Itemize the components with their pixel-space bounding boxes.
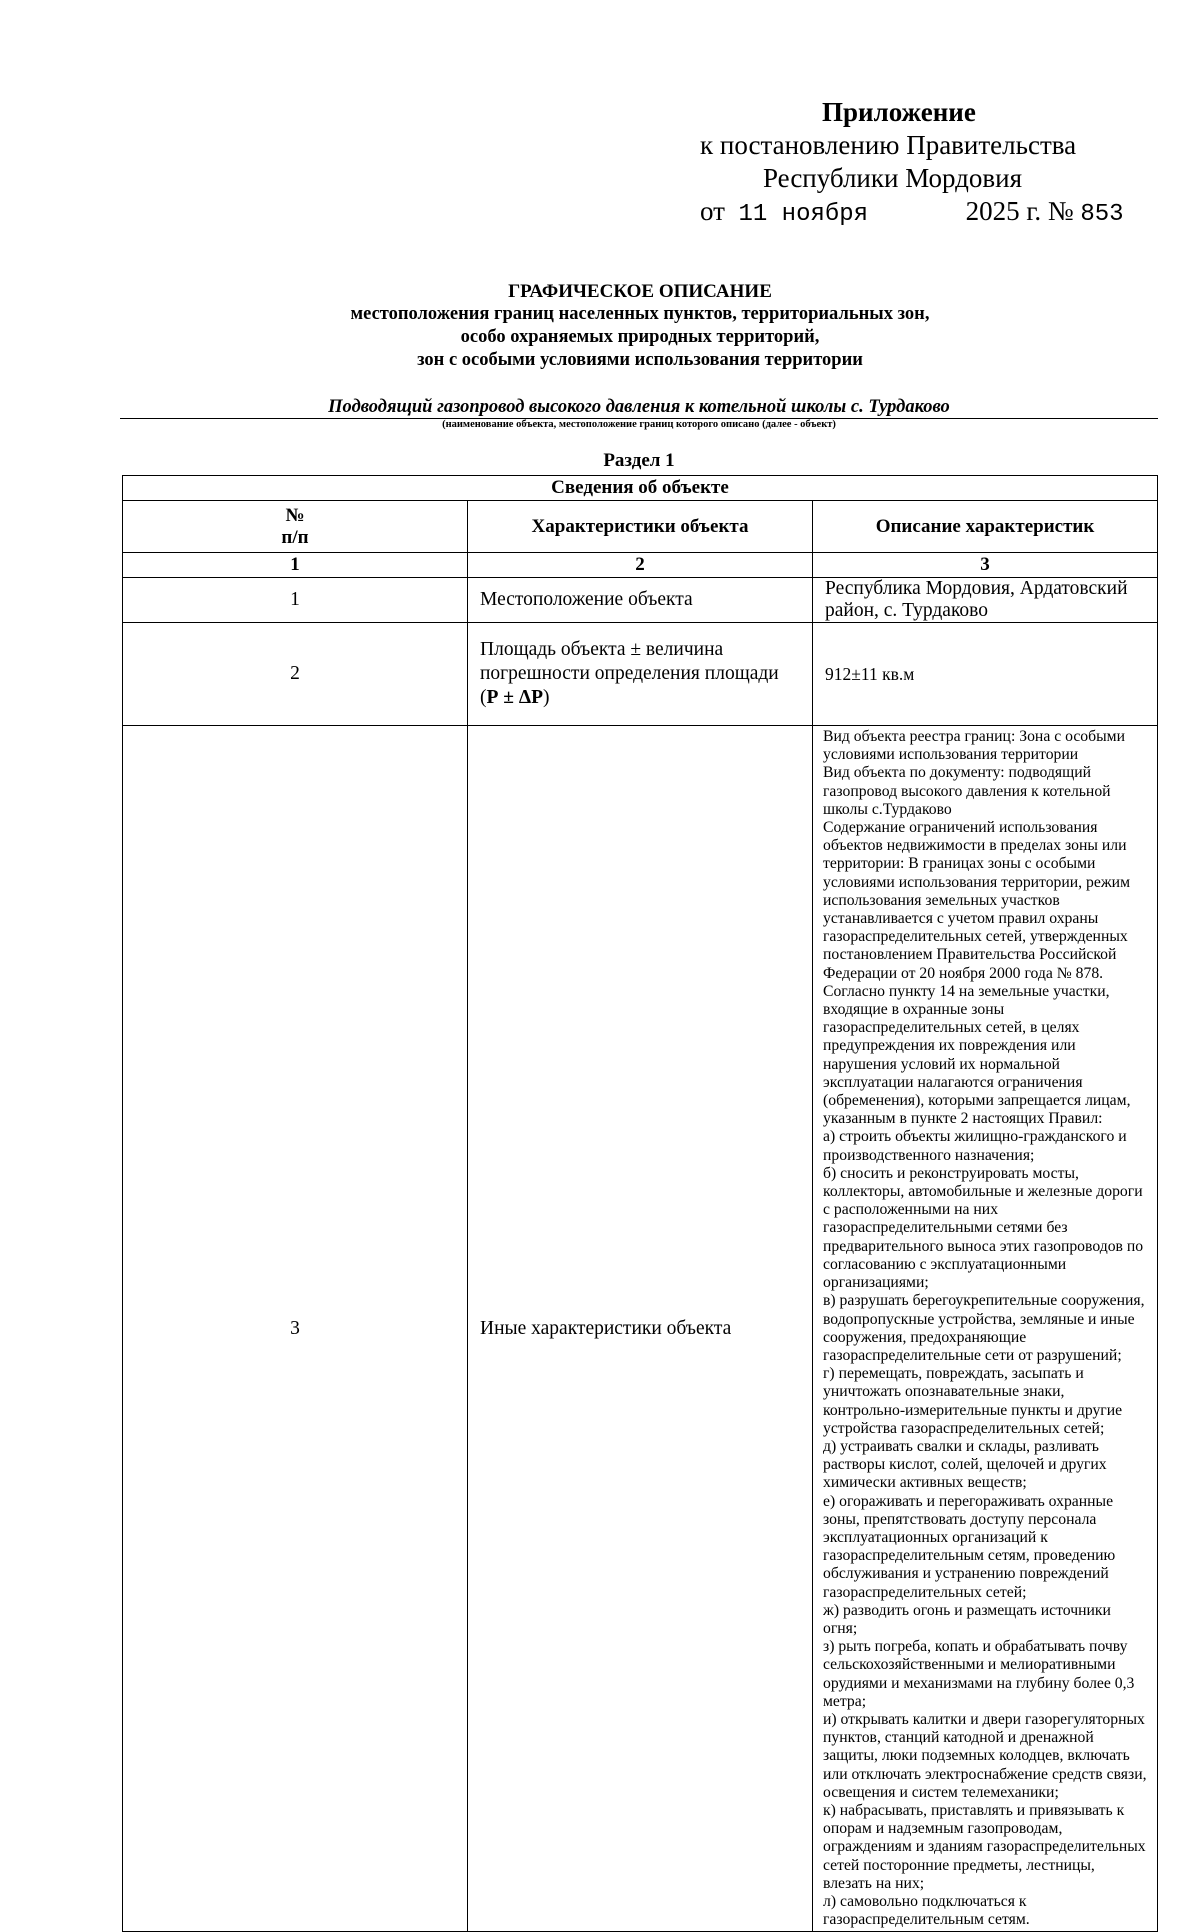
heading-line-1: местоположения границ населенных пунктов, территориальных зон,: [350, 304, 930, 324]
appendix-line-republic: Республики Мордовия: [763, 163, 1023, 193]
restriction-line: л) самовольно подключаться к газораспределительным сетям.: [823, 1893, 1030, 1929]
document-heading: [120, 280, 1160, 372]
row-description: Республика Мордовия, Ардатовский район, с. Турдаково: [813, 578, 1158, 623]
area-label-text: Площадь объекта ± величина погрешности определения площади (: [480, 639, 779, 708]
restriction-line: з) рыть погреба, копать и обрабатывать почву сельскохозяйственными и мелиоративными орудиями и механизмами на глубину более 0,3 метра;: [823, 1638, 1135, 1710]
appendix-title: Приложение: [822, 97, 976, 127]
row-number: 3: [123, 726, 468, 1932]
section-title: Раздел 1: [603, 450, 675, 471]
table-title: Сведения об объекте: [123, 476, 1158, 501]
appendix-from-label: от: [700, 196, 725, 226]
restriction-line: г) перемещать, повреждать, засыпать и уничтожать опознавательные знаки, контрольно-измерительные пункты и другие устройства газораспределительных сетей;: [823, 1365, 1123, 1437]
row-description: 912±11 кв.м: [813, 623, 1158, 726]
table-row: [123, 726, 1158, 1932]
restriction-line: Вид объекта по документу: подводящий газопровод высокого давления к котельной школы с.Турдаково: [823, 764, 1111, 818]
row-characteristic: [468, 623, 813, 726]
column-header-number: № п/п: [123, 501, 468, 553]
appendix-date-line: [700, 195, 1160, 231]
object-caption: (наименование объекта, местоположение границ которого описано (далее - объект): [442, 419, 836, 430]
restriction-line: б) сносить и реконструировать мосты, коллекторы, автомобильные и железные дороги с расположенными на них газораспределительными сетями без предварительного выноса этих газопроводов по согласованию с эксплуатационными организациями;: [823, 1164, 1144, 1292]
area-formula: Р ± ΔР: [486, 687, 544, 708]
restriction-line: Вид объекта реестра границ: Зона с особыми условиями использования территории: [823, 728, 1125, 764]
column-header-description: Описание характеристик: [813, 501, 1158, 553]
appendix-block: [700, 96, 1160, 231]
restriction-line: в) разрушать берегоукрепительные сооружения, водопропускные устройства, земляные и иные сооружения, предохраняющие газораспределительные сети от разрушений;: [823, 1292, 1145, 1364]
restriction-line: Содержание ограничений использования объектов недвижимости в пределах зоны или территории: В границах зоны с особыми условиями использования территории, режим использования земельных участков устанавливается с учетом правил охраны газораспределительных сетей, утвержденных постановлением Правительства Российской Федерации от 20 ноября 2000 года № 878. Согласно пункту 14 на земельные участки, входящие в охранные зоны газораспределительных сетей, в целях предупреждения их повреждения или нарушения условий их нормальной эксплуатации налагаются ограничения (обременения), которыми запрещается лицам, указанным в пункте 2 настоящих Правил:: [823, 819, 1131, 1128]
appendix-date: 11 ноября: [738, 201, 869, 228]
appendix-year: 2025 г. №: [965, 196, 1074, 226]
restriction-line: а) строить объекты жилищно-гражданского и производственного назначения;: [823, 1128, 1127, 1164]
heading-line-2: особо охраняемых природных территорий,: [460, 327, 820, 347]
column-number-2: 2: [468, 553, 813, 578]
restriction-line: и) открывать калитки и двери газорегуляторных пунктов, станций катодной и дренажной защиты, люки подземных колодцев, включать или отключать электроснабжение средств связи, освещения и систем телемеханики;: [823, 1710, 1147, 1801]
restriction-line: ж) разводить огонь и размещать источники огня;: [823, 1601, 1111, 1637]
column-number-3: 3: [813, 553, 1158, 578]
heading-title: ГРАФИЧЕСКОЕ ОПИСАНИЕ: [508, 281, 772, 302]
table-header-row: [123, 501, 1158, 553]
object-info-table: [122, 475, 1158, 1932]
row-number: 1: [123, 578, 468, 623]
row-number: 2: [123, 623, 468, 726]
heading-line-3: зон с особыми условиями использования территории: [417, 350, 863, 370]
table-row: [123, 578, 1158, 623]
restriction-line: д) устраивать свалки и склады, разливать растворы кислот, солей, щелочей и других химически активных веществ;: [823, 1437, 1107, 1492]
table-row: [123, 623, 1158, 726]
table-title-row: [123, 476, 1158, 501]
row-characteristic: Местоположение объекта: [468, 578, 813, 623]
column-header-characteristic: Характеристики объекта: [468, 501, 813, 553]
appendix-line-resolution: к постановлению Правительства: [700, 130, 1077, 160]
row-characteristic: Иные характеристики объекта: [468, 726, 813, 1932]
column-number-1: 1: [123, 553, 468, 578]
column-numbers-row: [123, 553, 1158, 578]
restriction-line: к) набрасывать, приставлять и привязывать к опорам и надземным газопроводам, ограждениям и зданиям газораспределительных сетей посторонние предметы, лестницы, влезать на них;: [823, 1801, 1146, 1892]
appendix-number: 853: [1080, 201, 1124, 228]
restriction-line: е) огораживать и перегораживать охранные зоны, препятствовать доступу персонала эксплуатационных организаций к газораспределительным сетям, проведению обслуживания и устранению повреждений газораспределительных сетей;: [823, 1492, 1116, 1601]
row-description: [813, 726, 1158, 1932]
area-label-close: ): [543, 687, 550, 708]
object-name: Подводящий газопровод высокого давления к котельной школы с. Турдаково: [120, 396, 1158, 419]
